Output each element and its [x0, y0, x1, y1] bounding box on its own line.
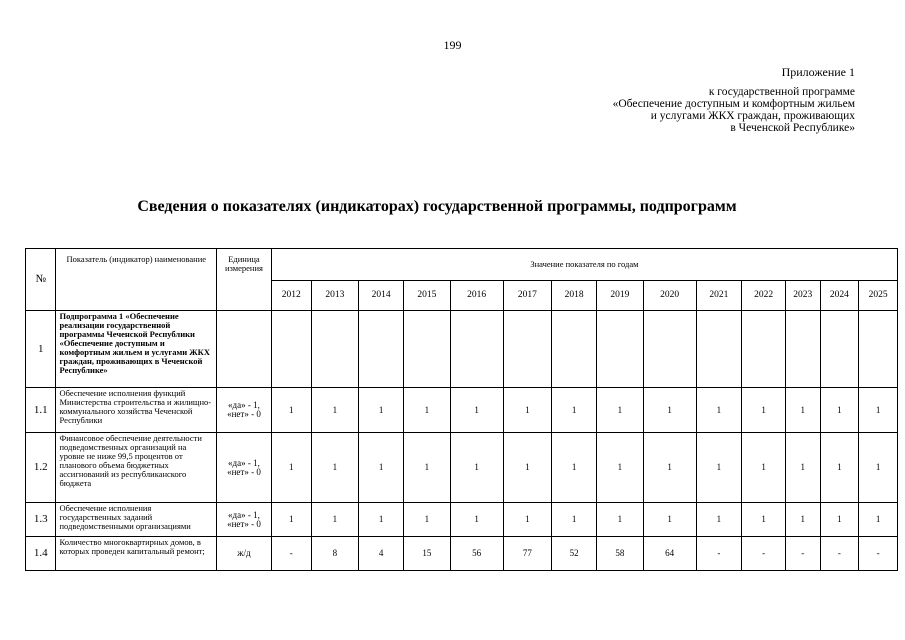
row-value: 1 [311, 388, 359, 433]
row-value: 1 [311, 503, 359, 537]
year-header: 2016 [450, 281, 503, 311]
row-value: 4 [359, 537, 404, 571]
row-value: 58 [597, 537, 644, 571]
table-row [26, 388, 898, 433]
row-value: 77 [503, 537, 552, 571]
row-value: 1 [859, 433, 898, 503]
row-value: 1 [359, 433, 404, 503]
appendix-line: «Обеспечение доступным и комфортным жильем [612, 98, 855, 110]
row-value [403, 311, 450, 388]
row-value [597, 311, 644, 388]
row-value [271, 311, 311, 388]
row-value: 1 [503, 388, 552, 433]
row-value: 8 [311, 537, 359, 571]
header-values-by-years: Значение показателя по годам [271, 249, 897, 281]
row-value: 1 [859, 388, 898, 433]
year-header: 2023 [785, 281, 820, 311]
year-header: 2018 [552, 281, 597, 311]
row-value: 15 [403, 537, 450, 571]
table-row [26, 311, 898, 388]
row-value: 1 [450, 503, 503, 537]
row-value: 1 [742, 433, 786, 503]
table-row [26, 433, 898, 503]
row-value: 1 [552, 503, 597, 537]
row-value: 1 [403, 433, 450, 503]
year-header: 2019 [597, 281, 644, 311]
row-value [820, 311, 859, 388]
row-value: 1 [696, 503, 742, 537]
row-indicator-name: Количество многоквартирных домов, в которых проведен капитальный ремонт; [56, 537, 217, 571]
row-value [359, 311, 404, 388]
year-header: 2017 [503, 281, 552, 311]
appendix-line: и услугами ЖКХ граждан, проживающих [650, 110, 855, 122]
row-value [742, 311, 786, 388]
row-value: 1 [503, 433, 552, 503]
row-unit: «да» - 1, «нет» - 0 [217, 503, 272, 537]
row-value [785, 311, 820, 388]
row-value [450, 311, 503, 388]
row-value: 1 [859, 503, 898, 537]
row-value: 1 [820, 503, 859, 537]
row-number: 1 [26, 311, 56, 388]
year-header: 2014 [359, 281, 404, 311]
row-value: 1 [597, 388, 644, 433]
table-row [26, 503, 898, 537]
row-value: - [859, 537, 898, 571]
row-value [503, 311, 552, 388]
row-value: 1 [450, 388, 503, 433]
row-indicator-name: Обеспечение исполнения функций Министерства строительства и жилищно-коммунального хозяйства Чеченской Республики [56, 388, 217, 433]
row-value: 1 [785, 388, 820, 433]
indicators-table [25, 248, 898, 571]
row-value: - [820, 537, 859, 571]
row-indicator-name: Обеспечение исполнения государственных заданий подведомственными организациями [56, 503, 217, 537]
year-header: 2013 [311, 281, 359, 311]
table-row [26, 537, 898, 571]
row-value: - [271, 537, 311, 571]
year-header: 2015 [403, 281, 450, 311]
row-unit: «да» - 1, «нет» - 0 [217, 388, 272, 433]
year-header: 2025 [859, 281, 898, 311]
row-value: 1 [271, 503, 311, 537]
row-value: 1 [450, 433, 503, 503]
year-header: 2012 [271, 281, 311, 311]
row-value: 1 [271, 433, 311, 503]
year-header: 2022 [742, 281, 786, 311]
appendix-block [613, 66, 855, 134]
row-value: 1 [597, 433, 644, 503]
row-value: 1 [696, 388, 742, 433]
row-value: 1 [503, 503, 552, 537]
row-value [311, 311, 359, 388]
row-value: 1 [359, 503, 404, 537]
row-value: 1 [403, 388, 450, 433]
row-number: 1.4 [26, 537, 56, 571]
year-header: 2024 [820, 281, 859, 311]
row-value: 1 [311, 433, 359, 503]
row-value: 56 [450, 537, 503, 571]
row-number: 1.1 [26, 388, 56, 433]
row-unit: ж/д [217, 537, 272, 571]
row-value: 1 [643, 433, 696, 503]
row-value: 52 [552, 537, 597, 571]
header-number: № [26, 249, 56, 311]
row-value: 1 [696, 433, 742, 503]
year-header: 2020 [643, 281, 696, 311]
row-value: 1 [552, 388, 597, 433]
row-value: 1 [359, 388, 404, 433]
page-number: 199 [443, 38, 462, 52]
header-row [26, 249, 898, 281]
row-value: 1 [597, 503, 644, 537]
row-value: - [785, 537, 820, 571]
row-unit: «да» - 1, «нет» - 0 [217, 433, 272, 503]
appendix-title: Приложение 1 [781, 65, 855, 79]
appendix-line: в Чеченской Республике» [730, 122, 855, 134]
row-value: 64 [643, 537, 696, 571]
year-header: 2021 [696, 281, 742, 311]
row-value: 1 [742, 388, 786, 433]
row-number: 1.3 [26, 503, 56, 537]
row-value [696, 311, 742, 388]
row-value: 1 [785, 433, 820, 503]
row-value: - [742, 537, 786, 571]
row-value: 1 [552, 433, 597, 503]
row-value: 1 [820, 433, 859, 503]
row-value: - [696, 537, 742, 571]
row-indicator-name: Финансовое обеспечение деятельности подведомственных организаций на уровне не ниже 99,5 процентов от планового объема бюджетных ассигнований из республиканского бюджета [56, 433, 217, 503]
row-value: 1 [785, 503, 820, 537]
row-value [643, 311, 696, 388]
row-number: 1.2 [26, 433, 56, 503]
document-title: Сведения о показателях (индикаторах) государственной программы, подпрограмм [137, 198, 737, 215]
row-indicator-name: Подпрограмма 1 «Обеспечение реализации государственной программы Чеченской Республики «Обеспечение доступным и комфортным жильем и услугами ЖКХ граждан, проживающих в Чеченской Республике» [56, 311, 217, 388]
row-value: 1 [271, 388, 311, 433]
row-unit [217, 311, 272, 388]
row-value: 1 [643, 503, 696, 537]
header-indicator: Показатель (индикатор) наименование [56, 249, 217, 311]
row-value [552, 311, 597, 388]
row-value: 1 [742, 503, 786, 537]
row-value: 1 [820, 388, 859, 433]
row-value [859, 311, 898, 388]
row-value: 1 [403, 503, 450, 537]
appendix-line: к государственной программе [708, 86, 855, 98]
header-unit: Единица измерения [217, 249, 272, 311]
row-value: 1 [643, 388, 696, 433]
